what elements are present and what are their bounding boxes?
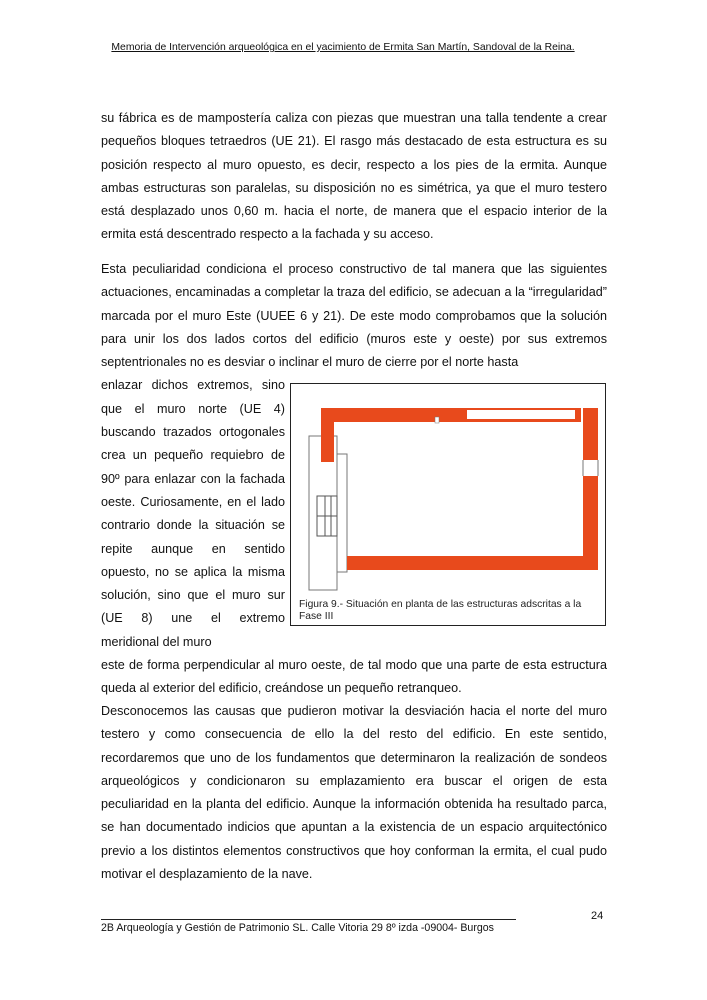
footer-divider [101, 919, 516, 920]
paragraph-3: Desconocemos las causas que pudieron motivar la desviación hacia el norte del muro testero y como consecuencia de ello la del resto del edificio. En este sentido, recordaremos que uno de los fundamentos que determinaron la realización de sondeos arqueológicos y condicionaron su emplazamiento era buscar el origen de esta peculiaridad en la planta del edificio. Aunque la información obtenida ha resultado parca, se han documentado indicios que apuntan a la existencia de un espacio arquitectónico previo a los distintos elementos constructivos que hoy conforman la ermita, el cual pudo motivar el desplazamiento de la nave. [101, 704, 607, 882]
walls [321, 408, 598, 570]
floor-plan-drawing [291, 384, 607, 627]
south-wall [347, 556, 598, 570]
paragraph-1: su fábrica es de mampostería caliza con piezas que muestran una talla tendente a crear pequeños bloques tetraedros (UE 21). El rasgo más destacado de esta estructura es su posición respecto al muro opuesto, es decir, respecto a los pies de la ermita. Aunque ambas estructuras son paralelas, su disposición no es simétrica, ya que el muro testero está desplazado unos 0,60 m. hacia el norte, de manera que el espacio interior de la ermita está descentrado respecto a la fachada y su acceso. [101, 111, 607, 242]
page-number: 24 [591, 910, 604, 922]
figure-caption: Figura 9.- Situación en planta de las estructuras adscritas a la Fase III [299, 599, 582, 622]
paragraph-2-continuation: este de forma perpendicular al muro oeste, de tal modo que una parte de esta estructura queda al exterior del edificio, creándose un pequeño retranqueo. [101, 658, 607, 696]
page-footer: 2B Arqueología y Gestión de Patrimonio SL. Calle Vitoria 29 8º izda -09004- Burgos [101, 922, 494, 934]
north-wall-notch [435, 417, 439, 423]
west-annex-inner [337, 454, 347, 572]
west-wall-north [321, 408, 334, 462]
east-wall-lower [583, 476, 598, 570]
running-header: Memoria de Intervención arqueológica en el yacimiento de Ermita San Martín, Sandoval de la Reina. [111, 42, 575, 53]
paragraph-2-wrapped-text: enlazar dichos extremos, sino que el muro norte (UE 4) buscando trazados ortogonales crea un pequeño requiebro de 90º para enlazar con la fachada oeste. Curiosamente, en el lado contrario donde la situación se repite aunque en sentido opuesto, no se aplica la misma solución, sino que el muro sur (UE 8) une el extremo meridional del muro [101, 378, 285, 649]
floor-plan-figure [290, 383, 606, 626]
paragraph-2-full-width: Esta peculiaridad condiciona el proceso constructivo de tal manera que las siguientes actuaciones, encaminadas a completar la traza del edificio, se adecuan a la “irregularidad” marcada por el muro Este (UUEE 6 y 21). De este modo comprobamos que la solución para unir los dos lados cortos del edificio (muros este y oeste) por sus extremos septentrionales no es desviar o inclinar el muro de cierre por el norte hasta [101, 262, 607, 370]
east-wall-upper [583, 408, 598, 460]
north-wall-gap [467, 410, 575, 419]
